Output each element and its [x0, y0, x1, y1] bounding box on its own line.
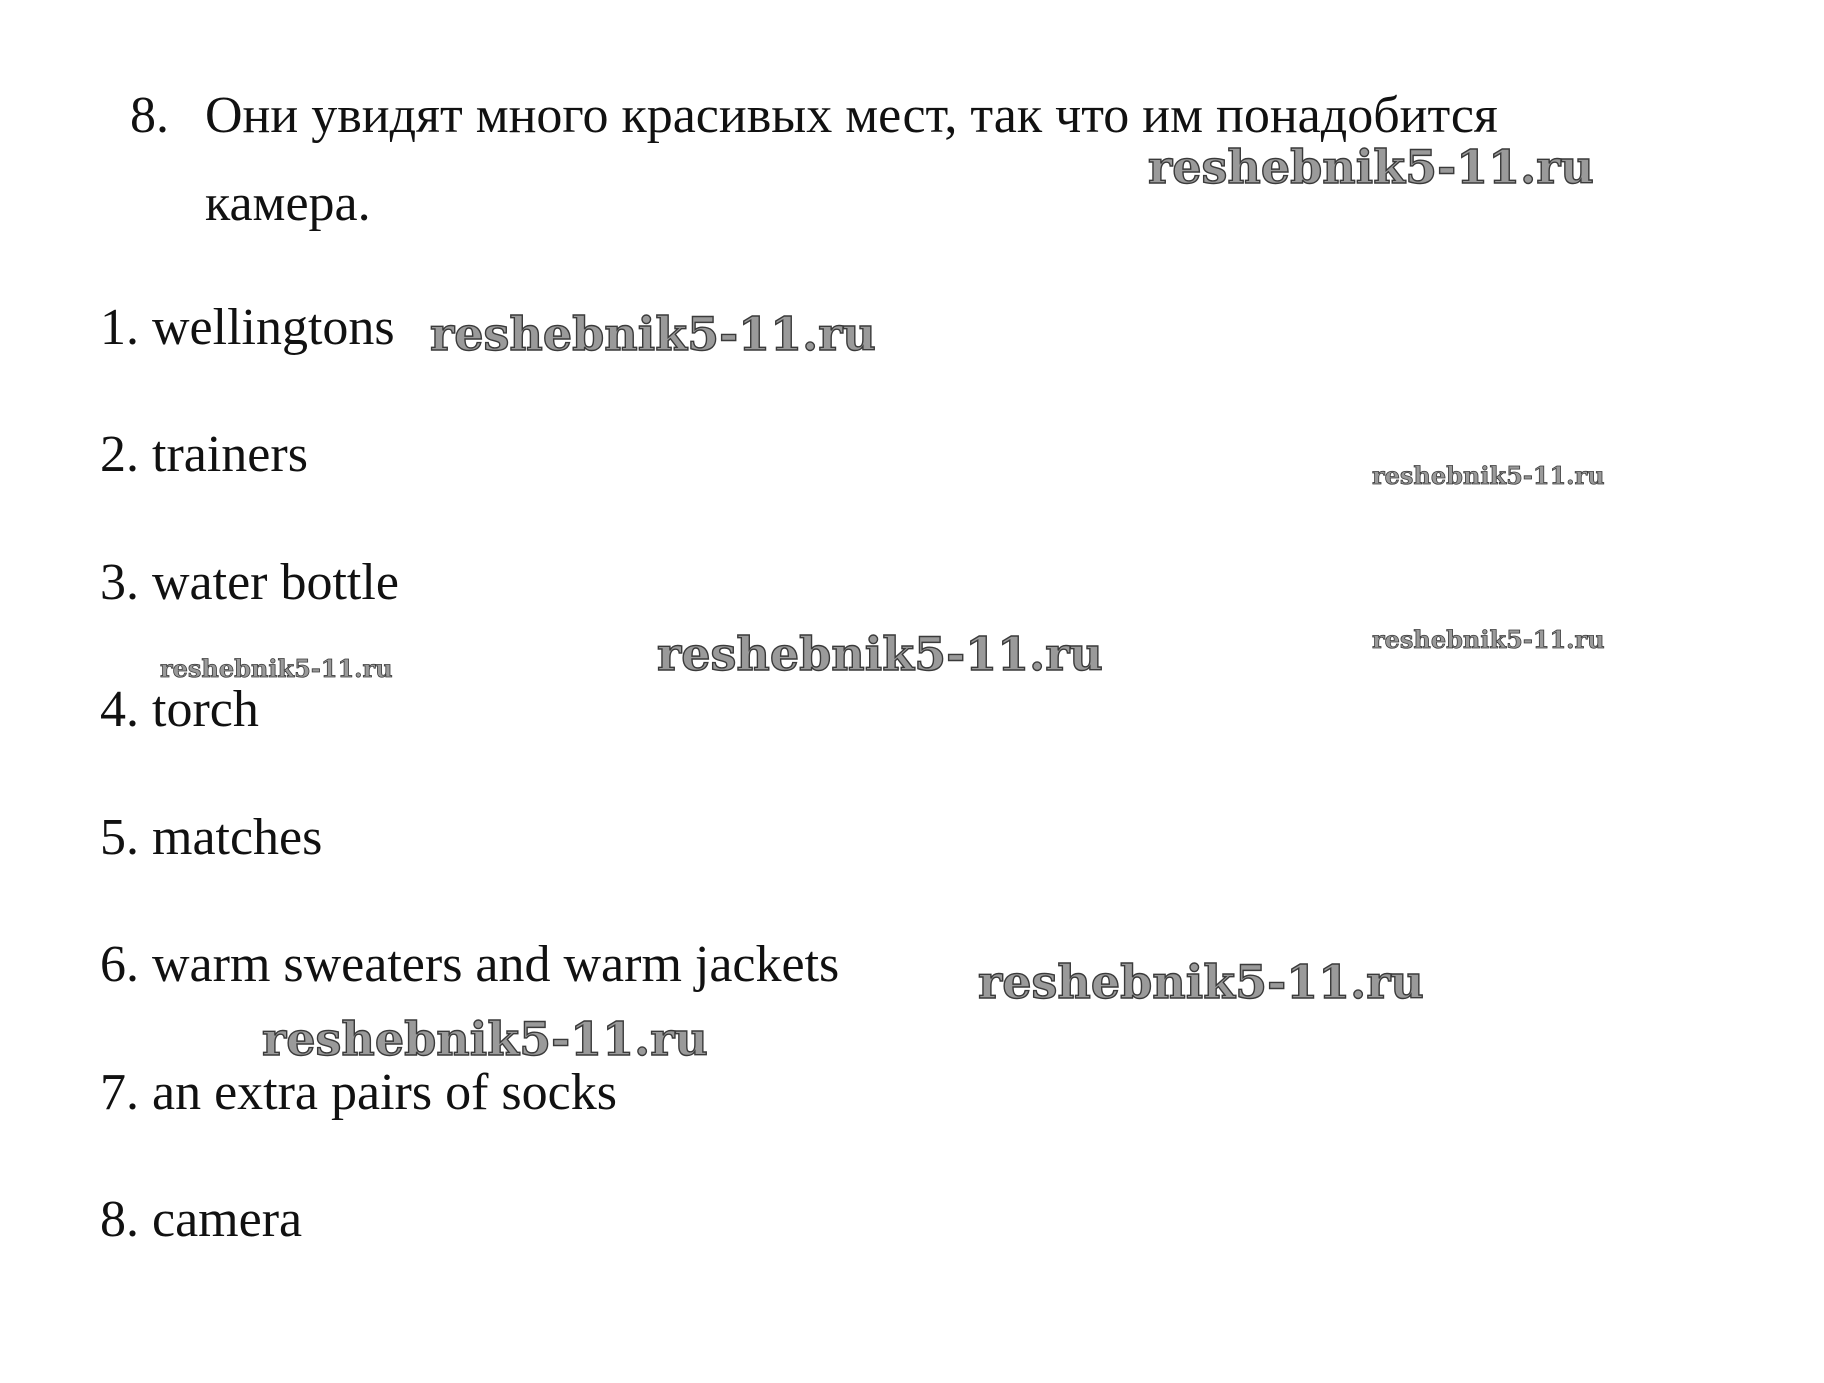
intro-number: 8.: [130, 87, 169, 144]
intro-line-2: камера.: [205, 175, 371, 232]
watermark: reshebnik5-11.ru: [1372, 625, 1605, 654]
intro-line-1: Они увидят много красивых мест, так что им понадобится: [205, 87, 1498, 144]
answer-item: 4. torch: [100, 681, 259, 738]
answer-item: 3. water bottle: [100, 554, 399, 611]
answer-item: 1. wellingtons: [100, 299, 395, 356]
watermark: reshebnik5-11.ru: [160, 654, 393, 683]
answer-item: 5. matches: [100, 809, 323, 866]
watermark: reshebnik5-11.ru: [657, 627, 1103, 681]
watermark: reshebnik5-11.ru: [430, 307, 876, 361]
answer-item: 2. trainers: [100, 426, 308, 483]
intro-text: [205, 72, 1805, 248]
answer-item: 8. camera: [100, 1191, 303, 1248]
watermark: reshebnik5-11.ru: [978, 955, 1424, 1009]
answer-item: 6. warm sweaters and warm jackets: [100, 936, 840, 993]
answer-item: 7. an extra pairs of socks: [100, 1064, 617, 1121]
watermark: reshebnik5-11.ru: [1148, 140, 1594, 194]
watermark: reshebnik5-11.ru: [262, 1012, 708, 1066]
watermark: reshebnik5-11.ru: [1372, 461, 1605, 490]
